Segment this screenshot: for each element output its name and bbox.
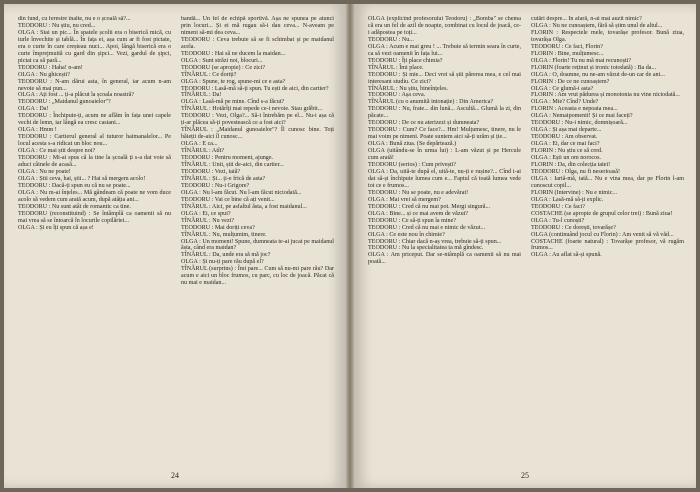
paragraph: TEODORU : Olga, nu fi neserioasă!: [531, 168, 621, 175]
paragraph: OLGA : Ce este nou în chimie?: [368, 231, 445, 238]
paragraph: OLGA : Lasă-mă să-ți explic.: [531, 196, 604, 203]
paragraph: TEODORU : Închipuie-ți, acum ne aflăm în fața unei capele vechi de lemn, iar lângă ea cresc castani...: [18, 113, 171, 127]
paragraph: TEODORU : Ce faci?: [531, 203, 585, 210]
paragraph: TÎNĂRUL : Nu, mulțumim, tinere.: [181, 231, 267, 238]
paragraph: TEODORU : „Maidanul gunoaielor"?: [18, 99, 111, 106]
paragraph: TEODORU : N-am dărui asta, în general, iar acum n-am nevoie să mai pun...: [18, 78, 171, 92]
paragraph: OLGA : Nemaipomenit! Și ce mai faceți?: [531, 113, 633, 120]
paragraph: OLGA : Stai un pic... În spatele școlii era o biserică mică, cu turle învechite și tablă... În fața ei, așa cum ar fi fost pictate, era o curte în care creșteau nuci... Apoi, lângă biserică era o curte împrejmuită cu gard din șipci... Vezi, gardul de șipci, pictat ca să pară...: [18, 29, 171, 64]
paragraph: TEODORU : Nu se poate, nu e adevărat!: [368, 189, 469, 196]
paragraph: FLORIN : Da, din colecția tatei!: [531, 162, 611, 169]
paragraph: din fund, cu ferestre înalte, nu e o școală să?...: [18, 16, 131, 22]
paragraph: TEODORU (se apropie) : Ce zici?: [181, 64, 266, 71]
right-page-column-1: [368, 16, 521, 466]
paragraph: OLGA : Bună ziua. (Se depărtează.): [368, 141, 457, 148]
paragraph: TÎNĂRUL : Și... ți-e frică de asta?: [181, 175, 266, 182]
paragraph: OLGA : Au aflat să-și spună.: [531, 252, 602, 259]
paragraph: TÎNĂRUL : Nu știu, bineînțeles.: [368, 85, 448, 92]
paragraph: TEODORU : Ce faci, Florin?: [531, 43, 603, 50]
paragraph: OLGA : Hmm !: [18, 127, 57, 134]
paragraph: OLGA : Lasă-mă pe mine. Cînd s-a făcut?: [181, 99, 285, 106]
paragraph: TEODORU : Cum? Ce face?... Hm! Mulțumesc, tinere, nu le mai voim pe nimeni. Poate suntem aici să-ți urăm și ție...: [368, 127, 521, 141]
paragraph: FLORIN : Respectele mele, tovarășe profesor. Bună ziua, tovarășa Olga.: [531, 29, 684, 43]
book-gutter: [346, 4, 354, 488]
paragraph: TEODORU : Hai să ne ducem la maidan...: [181, 50, 286, 57]
paragraph: TEODORU : Nu...: [368, 36, 414, 43]
paragraph: OLGA : Și așa mai departe...: [531, 127, 602, 134]
paragraph: TEODORU : Vezi, tată?: [181, 168, 241, 175]
paragraph: TÎNĂRUL : Nu vezi?: [181, 217, 235, 224]
paragraph: OLGA : Nu l-am făcut. Nu l-am făcut niciodată...: [181, 189, 302, 196]
paragraph: TEODORU : Haha! n-am!: [18, 64, 83, 71]
paragraph: TEODORU : Dacă-ți spun eu că nu se poate...: [18, 182, 131, 189]
paragraph: TÎNĂRUL : Ce doriți?: [181, 71, 237, 78]
paragraph: OLGA : E ca...: [181, 141, 218, 148]
paragraph: TEODORU : Cartierul general al tuturor haimanalelor... Pe locul acesta s-a ridicat un bloc nou...: [18, 134, 171, 148]
paragraph: OLGA : Mie? Cînd? Unde?: [531, 99, 599, 106]
paragraph: TÎNĂRUL : „Maidanul gunoaielor"? Îl cunosc bine. Toți băieții de-aici îl cunosc...: [181, 127, 334, 141]
paragraph: OLGA : Mai vrei să mergem?: [368, 196, 441, 203]
paragraph: OLGA : Și nu-ți pare rău după el?: [181, 259, 264, 266]
paragraph: TÎNĂRUL : Atît?: [181, 148, 225, 155]
paragraph: TEODORU (serios) : Cum privești?: [368, 162, 457, 169]
paragraph: OLGA : Ce glumă-i asta?: [531, 85, 594, 92]
paragraph: TÎNĂRUL : Da!: [181, 92, 222, 99]
paragraph: TÎNĂRUL : Îmi place.: [368, 64, 424, 71]
paragraph: TEODORU (reconstituind) : Se întâmplă ca oamenii să nu mai vrea să se întoarcă în locurile copilăriei...: [18, 210, 171, 224]
paragraph: OLGA : Ești un om norocos.: [531, 155, 602, 162]
paragraph: OLGA : Nu m-ai înțeles... Mă gândeam că poate ne vom duce acolo să vedem cum arată acum, după atâția ani...: [18, 189, 171, 203]
paragraph: OLGA : Ați fost ... ți-a plăcut la școala noastră?: [18, 92, 135, 99]
paragraph: TEODORU : Mai doriți ceva?: [181, 224, 255, 231]
paragraph: TEODORU : Ce să-ți spun la mine?: [368, 217, 457, 224]
paragraph: TÎNĂRUL : Unii, știi de-aici, din cartier...: [181, 162, 284, 169]
paragraph: TÎNĂRUL : Aici, pe asfaltul ăsta, a fost maidanul...: [181, 203, 307, 210]
paragraph: FLORIN : De ce ne cunoaștem?: [531, 78, 610, 85]
paragraph: TÎNĂRUL (cu o anumită intonație) : Din America?: [368, 99, 494, 106]
paragraph: TEODORU : Ce dorești, tovarășe?: [531, 224, 616, 231]
paragraph: TEODORU : Și mie... Deci vrei să știi părerea mea, e cel mai interesant studiu. Ce zici?: [368, 71, 521, 85]
paragraph: OLGA (uitându-se în urma lui) : L-am văzut și pe Hercule cum arată!: [368, 148, 521, 162]
paragraph: OLGA : Nu ne cunoaștem, fără să știm unul de altul...: [531, 22, 663, 29]
paragraph: COSTACHE (se apropie de grupul celor trei) : Bună ziua!: [531, 210, 673, 217]
paragraph: OLGA : Bine... și ce mai avem de văzut?: [368, 210, 469, 217]
right-page-number: 25: [521, 471, 529, 480]
paragraph: TÎNĂRUL : Da, unde era să mă joc?: [181, 252, 271, 259]
paragraph: OLGA (explicînd profesorului Teodoru) : „Bomba" se chema că era un fel de azil de noapte, combinat cu locul de joacă, ce-i adăpostea pe toți...: [368, 16, 521, 36]
paragraph: FLORIN : Nu știu ce să cred.: [531, 148, 603, 155]
right-page: [354, 4, 696, 488]
paragraph: OLGA : Florin! Tu nu mă mai recunoști?: [531, 57, 632, 64]
paragraph: TEODORU : De ce nu aterizezi și dumneata?: [368, 120, 480, 127]
paragraph: TEODORU : Am observat.: [531, 134, 598, 141]
paragraph: TEODORU : Îți place chimia?: [368, 57, 443, 64]
left-page-column-2: [181, 16, 334, 466]
paragraph: OLGA : Da!: [18, 106, 49, 113]
paragraph: TEODORU : Nu sunt atât de romantic ca tine.: [18, 203, 131, 210]
paragraph: TEODORU : Nu, frate... din lună... Ascultă... Glumă la zi, din păcate...: [368, 106, 521, 120]
paragraph: TÎNĂRUL : Hotărîți mai repede ce-i nevoie. Stau grăbit...: [181, 106, 323, 113]
paragraph: OLGA (continuând jocul cu Florin) : Am venit să vă văd...: [531, 231, 674, 238]
paragraph: OLGA : Ei, ce spui?: [181, 210, 231, 217]
paragraph: TEODORU : Chiar dacă n-aș vrea, trebuie să-ți spun...: [368, 238, 502, 245]
paragraph: OLGA : Și eu îți spun că așa e!: [18, 224, 94, 231]
paragraph: TEODORU : Nu-i nimic, domnișoară...: [531, 120, 628, 127]
paragraph: TEODORU : Cred că nu mai e nimic de văzut...: [368, 224, 486, 231]
paragraph: TEODORU : Nu-i Grigore?: [181, 182, 250, 189]
paragraph: OLGA : Nu ne poate!: [18, 168, 71, 175]
paragraph: OLGA : Am priceput. Dar se-ntâmplă ca oamenii să nu mai poată...: [368, 252, 521, 266]
paragraph: OLGA : Ei, dar ce mai faci?: [531, 141, 600, 148]
paragraph: TEODORU : Pentru moment, ajunge.: [181, 155, 274, 162]
paragraph: FLORIN : Bine, mulțumesc...: [531, 50, 604, 57]
paragraph: OLGA : Acum e mai greu ! ... Trebuie să termin seara în curte, ca să vezi oamenii în fața lui...: [368, 43, 521, 57]
paragraph: TÎNĂRUL (surprins) : Îmi pare... Cum să nu-mi pare rău? Dar acum e aici un bloc frumos, cu parc, cu loc de joacă. Păcat că nu mai e maidan...: [181, 266, 334, 287]
paragraph: FLORIN : Am vrut pădurea și monotonia nu vine niciodată...: [531, 92, 680, 99]
paragraph: FLORIN (Intervine) : Nu e nimic...: [531, 189, 617, 196]
paragraph: OLGA : Un moment! Spune, dumneata te-ai jucat pe maidanul ăsta, când era maidan?: [181, 238, 334, 252]
paragraph: TEODORU : Vai ce bine că ați venit...: [181, 196, 275, 203]
paragraph: OLGA : Tu-l cunoști?: [531, 217, 585, 224]
paragraph: bandă... Un fel de echipă sportivă. Așa ne spunea pe atunci prin locuri... Și ei mă rugau să-i dau ceva... N-aveam pe nimeni să-mi dea ceva...: [181, 16, 334, 36]
paragraph: OLGA : Ce mai știi despre noi?: [18, 148, 96, 155]
paragraph: OLGA : Sunt străzi noi, blocuri...: [181, 57, 263, 64]
paragraph: TEODORU : Vezi, Olga?... Să-i întrebăm pe el... Nu-i așa că ți-ar plăcea să-ți povestească ce a fost aici?: [181, 113, 334, 127]
paragraph: TEODORU : Cred că nu mai pot. Mergi singură...: [368, 203, 491, 210]
paragraph: OLGA : Iartă-mă, tată... Nu e vina mea, dar pe Florin l-am cunoscut copil...: [531, 175, 684, 189]
right-page-column-2: [531, 16, 684, 466]
paragraph: OLGA : O, doamne, nu ne-am văzut de-un car de ani...: [531, 71, 665, 78]
paragraph: OLGA : Nu ghicești?: [18, 71, 70, 78]
left-page-column-1: [18, 16, 171, 466]
left-page: [4, 4, 346, 488]
paragraph: FLORIN : Aceasta e nepoata mea...: [531, 106, 618, 113]
paragraph: TEODORU : Nu știu, nu cred...: [18, 22, 96, 29]
paragraph: TEODORU : Așa ceva.: [368, 92, 426, 99]
paragraph: cutări despre... În afară, n-ai mai auzit nimic?: [531, 16, 642, 22]
paragraph: OLGA : Știi ceva, hai, știi... ? Hai să mergem acolo!: [18, 175, 146, 182]
paragraph: TEODORU : Ceva trebuie să se fi schimbat și pe maidanul acela.: [181, 36, 334, 50]
left-page-number: 24: [171, 471, 179, 480]
paragraph: OLGA : Da, uită-te după el, uită-te, nu-ți e rușine?... Cînd i-ai dat să-și închipuie lumea cum e... Faptul că toată lumea vede tot ce e frumos...: [368, 168, 521, 189]
paragraph: OLGA : Spune, te rog, spune-mi ce e asta?: [181, 78, 286, 85]
paragraph: TEODORU : Nu la specialitatea ta mă gîndesc.: [368, 245, 484, 252]
paragraph: COSTACHE (foarte natural) : Tovarășe profesor, vă rugăm frumos...: [531, 238, 684, 252]
paragraph: FLORIN (foarte reținut și ironic totodată) : Ba da...: [531, 64, 657, 71]
paragraph: TEODORU : Mi-ai spus că la tine la școală ți s-a dat voie să aduci câinele de acasă...: [18, 155, 171, 169]
paragraph: TEODORU : Lasă-mă să-ți spun. Tu ești de aici, din cartier?: [181, 85, 329, 92]
